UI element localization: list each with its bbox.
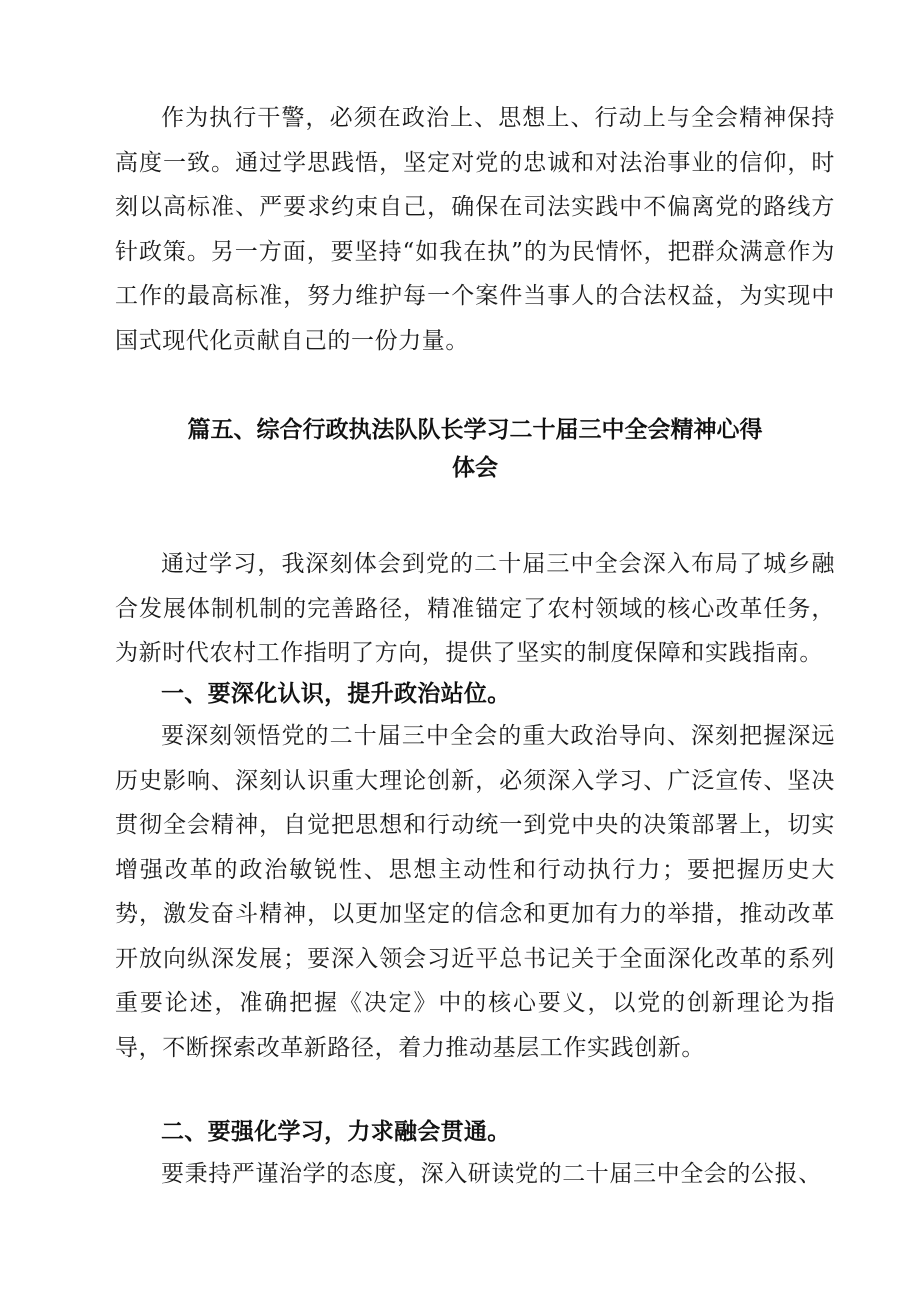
section-title-line-1: 篇五、综合行政执法队队长学习二十届三中全会精神心得 [187, 417, 763, 443]
section-title-line-2: 体会 [452, 455, 498, 481]
heading-2: 二、要强化学习，力求融会贯通。 [161, 1119, 511, 1145]
paragraph-1: 要深刻领悟党的二十届三中全会的重大政治导向、深刻把握深远历史影响、深刻认识重大理论创新，必须深入学习、广泛宣传、坚决贯彻全会精神，自觉把思想和行动统一到党中央的决策部署上，切实增强改革的政治敏锐性、思想主动性和行动执行力；要把握历史大势，激发奋斗精神，以更加坚定的信念和更加有力的举措，推动改革开放向纵深发展；要深入领会习近平总书记关于全面深化改革的系列重要论述，准确把握《决定》中的核心要义，以党的创新理论为指导，不断探索改革新路径，着力推动基层工作实践创新。 [115, 723, 835, 1061]
section-title [115, 411, 835, 487]
intro-paragraph: 作为执行干警，必须在政治上、思想上、行动上与全会精神保持高度一致。通过学思践悟，坚定对党的忠诚和对法治事业的信仰，时刻以高标准、严要求约束自己，确保在司法实践中不偏离党的路线方针政策。另一方面，要坚持“如我在执”的为民情怀，把群众满意作为工作的最高标准，努力维护每一个案件当事人的合法权益，为实现中国式现代化贡献自己的一份力量。 [115, 105, 835, 354]
heading-1: 一、要深化认识，提升政治站位。 [161, 681, 511, 707]
paragraph-2: 要秉持严谨治学的态度，深入研读党的二十届三中全会的公报、 [161, 1161, 822, 1187]
opening-paragraph: 通过学习，我深刻体会到党的二十届三中全会深入布局了城乡融合发展体制机制的完善路径，精准锚定了农村领域的核心改革任务，为新时代农村工作指明了方向，提供了坚实的制度保障和实践指南。 [115, 551, 835, 666]
